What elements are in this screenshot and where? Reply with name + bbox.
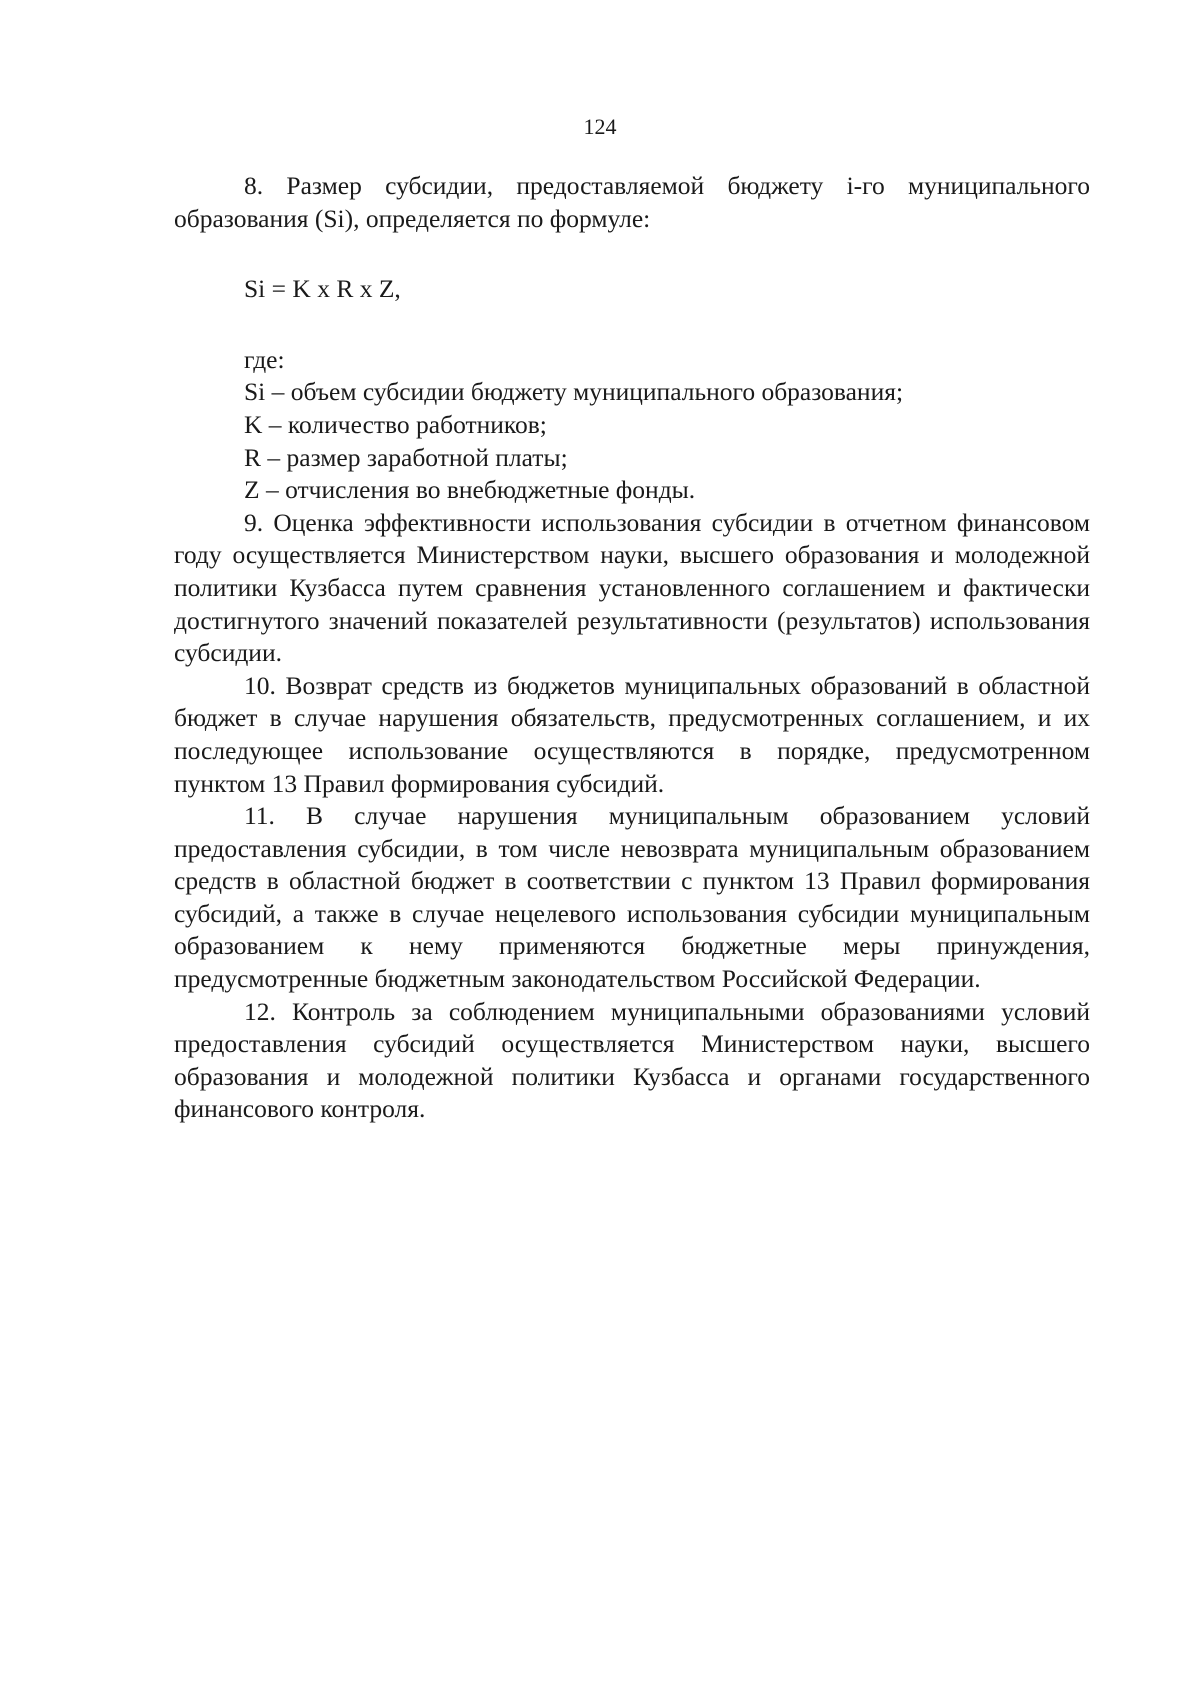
legend-item-z: Z – отчисления во внебюджетные фонды.	[244, 475, 696, 505]
paragraph-10: 10. Возврат средств из бюджетов муниципальных образований в областной бюджет в случае нарушения обязательств, предусмотренных соглашением, и их последующее использование осуществляются в порядке, предусмотренном пунктом 13 Правил формирования субсидий.	[174, 670, 1090, 798]
paragraph-8: 8. Размер субсидии, предоставляемой бюджету i-го муниципального образования (Si), определяется по формуле:	[174, 171, 1090, 233]
legend-item-r: R – размер заработной платы;	[244, 442, 568, 472]
legend-item-si: Si – объем субсидии бюджету муниципального образования;	[244, 377, 904, 407]
legend-label: где:	[244, 344, 285, 374]
formula: Si = K x R x Z,	[244, 274, 401, 304]
page-number: 124	[583, 114, 617, 139]
document-body	[174, 170, 1090, 1126]
formula-legend	[174, 344, 1090, 507]
legend-item-k: K – количество работников;	[244, 409, 547, 439]
paragraph-12: 12. Контроль за соблюдением муниципальными образованиями условий предоставления субсидий осуществляется Министерством науки, высшего образования и молодежной политики Кузбасса и органами государственного финансового контроля.	[174, 996, 1090, 1124]
paragraph-9: 9. Оценка эффективности использования субсидии в отчетном финансовом году осуществляется Министерством науки, высшего образования и молодежной политики Кузбасса путем сравнения установленного соглашением и фактически достигнутого значений показателей результативности (результатов) использования субсидии.	[174, 507, 1090, 668]
paragraph-11: 11. В случае нарушения муниципальным образованием условий предоставления субсидии, в том числе невозврата муниципальным образованием средств в областной бюджет в соответствии с пунктом 13 Правил формирования субсидий, а также в случае нецелевого использования субсидии муниципальным образованием к нему применяются бюджетные меры принуждения, предусмотренные бюджетным законодательством Российской Федерации.	[174, 801, 1090, 994]
